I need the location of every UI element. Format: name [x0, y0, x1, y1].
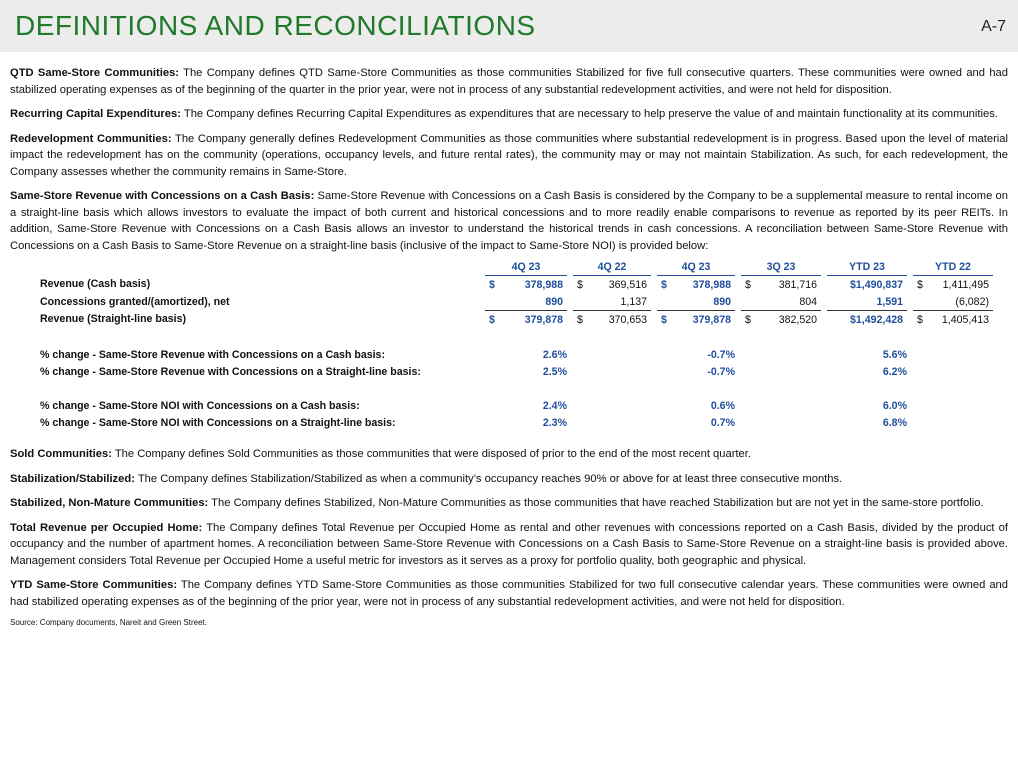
- definition-redevelopment: Redevelopment Communities: The Company generally defines Redevelopment Communities as those communities where substantial redevelopment is in progress. Based upon the level of material impact the redevelopment has on the community (operations, occupancy levels, and future rental rates), the community may or may not maintain Stabilization. As such, for each redevelopment, the Company assesses whether the community remains in Same-Store.: [10, 132, 1008, 178]
- reconciliation-table-container: [10, 258, 1008, 440]
- definition-recurring-capex: Recurring Capital Expenditures: The Company defines Recurring Capital Expenditures as expenditures that are necessary to help preserve the value of and maintain functionality at its communities.: [10, 108, 998, 120]
- table-row: Concessions granted/(amortized), net 890 1,137 890 804 1,591 (6,082): [40, 295, 989, 308]
- definition-ytd-same-store: YTD Same-Store Communities: The Company defines YTD Same-Store Communities as those communities Stabilized for two full consecutive calendar years. These communities were owned and had stabilized operating expenses as of the beginning of the prior year, were not in process of any substantial redevelopment activities, and were not held for disposition.: [10, 579, 1008, 608]
- col-header: 4Q 22: [573, 258, 651, 276]
- reconciliation-table: [30, 258, 993, 431]
- document-body: [10, 65, 1008, 627]
- table-row: Revenue (Straight-line basis) $ 379,878 $ 370,653 $ 379,878 $ 382,520 $1,492,428 $ 1,405,413: [30, 311, 993, 329]
- col-header: YTD 23: [827, 258, 907, 276]
- col-header: YTD 22: [913, 258, 993, 276]
- table-row: Revenue (Cash basis) $ 378,988 $ 369,516 $ 378,988 $ 381,716 $1,490,837 $ 1,411,495: [40, 278, 989, 291]
- pct-row: % change - Same-Store NOI with Concessions on a Straight-line basis: 2.3% 0.7% 6.8%: [40, 416, 907, 429]
- pct-row: % change - Same-Store NOI with Concessions on a Cash basis: 2.4% 0.6% 6.0%: [40, 399, 907, 412]
- source-note: Source: Company documents, Nareit and Green Street.: [10, 618, 207, 627]
- page-number: A-7: [981, 18, 1006, 35]
- pct-row: % change - Same-Store Revenue with Concessions on a Straight-line basis: 2.5% -0.7% 6.2%: [40, 365, 907, 378]
- definition-stabilization: Stabilization/Stabilized: The Company defines Stabilization/Stabilized as when a community’s occupancy reaches 90% or above for at least three consecutive months.: [10, 472, 843, 485]
- definition-same-store-revenue-cash: Same-Store Revenue with Concessions on a Cash Basis: Same-Store Revenue with Concessions on a Cash Basis is considered by the Company to be a supplemental measure to rental income on a straight-line basis which allows investors to evaluate the impact of both current and historical concessions and to more readily enable comparisons to revenue as reported by its peer REITs. In addition, Same-Store Revenue with Concessions on a Cash Basis allows an investor to understand the historical trends in cash concessions. A reconciliation between Same-Store Revenue with Concessions on a Cash Basis to Same-Store Revenue on a straight-line basis (inclusive of the impact to Same-Store NOI) is provided below:: [10, 190, 1008, 252]
- page-title: DEFINITIONS AND RECONCILIATIONS: [15, 10, 536, 41]
- col-header: 4Q 23: [657, 258, 735, 276]
- definition-qtd-same-store: QTD Same-Store Communities: The Company defines QTD Same-Store Communities as those communities Stabilized for five full consecutive quarters. These communities were owned and had stabilized operating expenses as of the beginning of the quarter in the prior year, were not in process of any substantial redevelopment activities, and were not held for disposition.: [10, 67, 1008, 96]
- col-header: 4Q 23: [485, 258, 567, 276]
- pct-row: % change - Same-Store Revenue with Concessions on a Cash basis: 2.6% -0.7% 5.6%: [40, 348, 907, 361]
- definition-sold-communities: Sold Communities: The Company defines Sold Communities as those communities that were disposed of prior to the end of the most recent quarter.: [10, 448, 751, 460]
- col-header: 3Q 23: [741, 258, 821, 276]
- table-header-row: [30, 258, 993, 276]
- definition-stabilized-non-mature: Stabilized, Non-Mature Communities: The Company defines Stabilized, Non-Mature Communities as those communities that have reached Stabilization but are not yet in the same-store portfolio.: [10, 497, 984, 509]
- definition-total-revenue-per-occupied-home: Total Revenue per Occupied Home: The Company defines Total Revenue per Occupied Home as rental and other revenues with concessions reported on a Cash Basis, divided by the product of occupancy and the number of apartment homes. A reconciliation between Same-Store Revenue with Concessions on a Cash Basis to Same-Store Revenue on a straight-line basis is provided above. Management considers Total Revenue per Occupied Home a useful metric for investors as it serves as a proxy for portfolio quality, both geographic and physical.: [10, 521, 1008, 567]
- header-bar: [0, 0, 1018, 52]
